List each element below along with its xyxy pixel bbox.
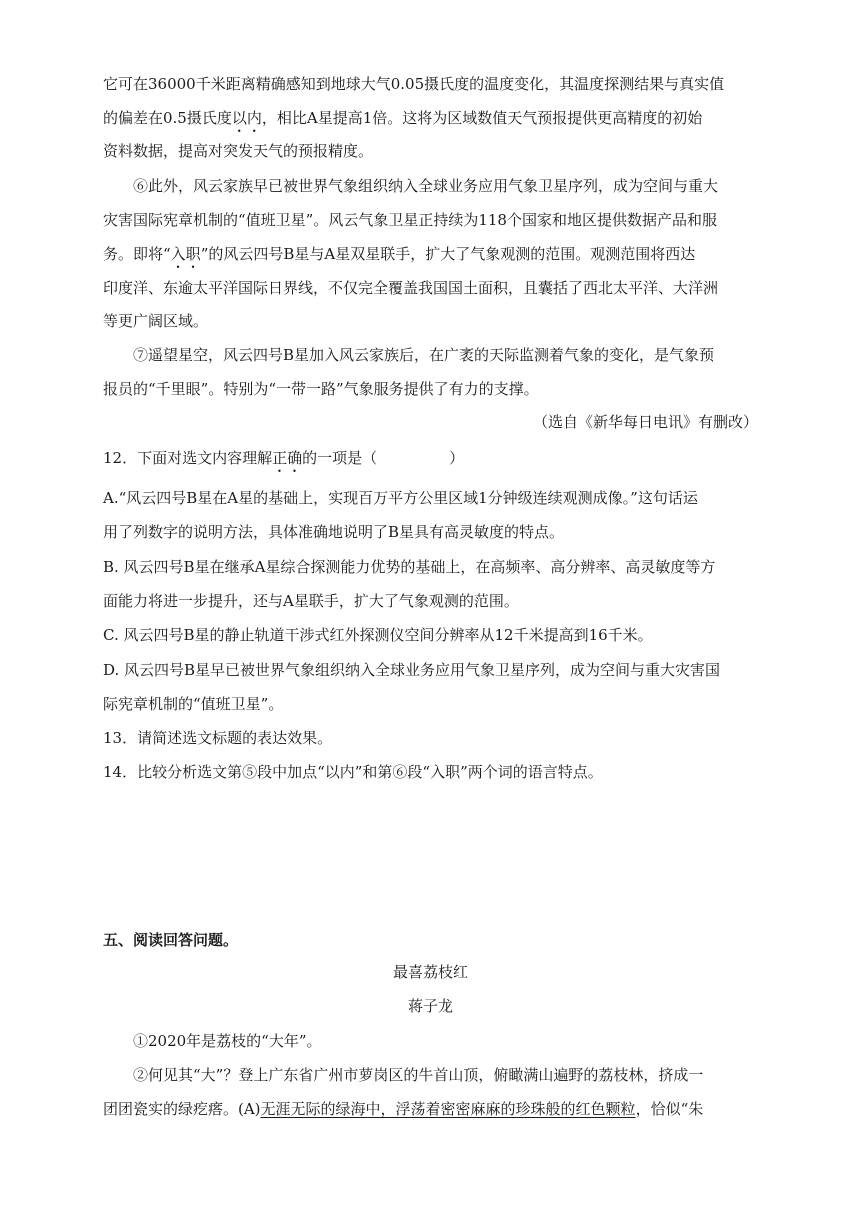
emphasized-word-zhengque: 正确 [272,449,303,467]
option-a-line: A.“风云四号B星在A星的基础上，实现百万平方公里区域1分钟级连续观测成像。”这句话运 [103,489,698,507]
option-b-line: B. 风云四号B星在继承A星综合探测能力优势的基础上，在高频率、高分辨率、高灵敏度等方 [103,558,716,576]
paragraph-6-line: ⑥此外，风云家族早已被世界气象组织纳入全球业务应用气象卫星序列，成为空间与重大 [133,177,719,195]
option-b-line: 面能力将进一步提升，还与A星联手，扩大了气象观测的范围。 [103,592,519,610]
article-paragraph-2-line: ②何见其“大”？登上广东省广州市萝岗区的牛首山顶，俯瞰满山遍野的荔枝林，挤成一 [133,1066,704,1084]
question-12: 12．下面对选文内容理解正确的一项是（ ） [103,449,465,467]
paragraph-7-line: 报员的“千里眼”。特别为“一带一路”气象服务提供了有力的支撑。 [103,380,539,398]
question-13: 13．请简述选文标题的表达效果。 [103,729,333,747]
underlined-sentence-a: 无涯无际的绿海中，浮荡着密密麻麻的珍珠般的红色颗粒 [260,1100,636,1118]
article-paragraph-1: ①2020年是荔枝的“大年”。 [133,1032,322,1050]
option-d-line: D. 风云四号B星早已被世界气象组织纳入全球业务应用气象卫星序列，成为空间与重大灾害国 [103,661,721,679]
paragraph-6-line: 印度洋、东逾太平洋国际日界线，不仅完全覆盖我国国土面积，且囊括了西北太平洋、大洋洲 [103,279,719,297]
paragraph-5-line: 资料数据，提高对突发天气的预报精度。 [103,142,374,160]
emphasized-word-yinei: 以内 [231,109,262,127]
paragraph-5-line: 的偏差在0.5摄氏度以内，相比A星提高1倍。这将为区域数值天气预报提供更高精度的初始 [103,109,703,127]
option-d-line: 际宪章机制的“值班卫星”。 [103,695,284,713]
paragraph-6-line: 灾害国际宪章机制的“值班卫星”。风云气象卫星正持续为118个国家和地区提供数据产品和服 [103,211,717,229]
question-14: 14．比较分析选文第⑤段中加点“以内”和第⑥段“入职”两个词的语言特点。 [103,763,603,781]
article-author: 蒋子龙 [407,997,453,1015]
article-paragraph-2-line: 团团瓷实的绿疙瘩。(A)无涯无际的绿海中，浮荡着密密麻麻的珍珠般的红色颗粒，恰似“朱 [103,1100,704,1118]
option-c: C. 风云四号B星的静止轨道干涉式红外探测仪空间分辨率从12千米提高到16千米。 [103,626,653,644]
source-citation: （选自《新华每日电讯》有删改） [532,413,758,431]
article-title: 最喜荔枝红 [392,963,468,981]
paragraph-7-line: ⑦遥望星空，风云四号B星加入风云家族后，在广袤的天际监测着气象的变化，是气象预 [133,346,715,364]
paragraph-5-line: 它可在36000千米距离精确感知到地球大气0.05摄氏度的温度变化，其温度探测结果与真实值 [103,75,725,93]
option-a-line: 用了列数字的说明方法，具体准确地说明了B星具有高灵敏度的特点。 [103,523,565,541]
paragraph-6-line: 务。即将“入职”的风云四号B星与A星双星联手，扩大了气象观测的范围。观测范围将西达 [103,245,696,263]
emphasized-word-ruzhi: 入职 [170,245,201,263]
section-heading: 五、阅读回答问题。 [103,931,239,949]
paragraph-6-line: 等更广阔区域。 [103,312,209,330]
